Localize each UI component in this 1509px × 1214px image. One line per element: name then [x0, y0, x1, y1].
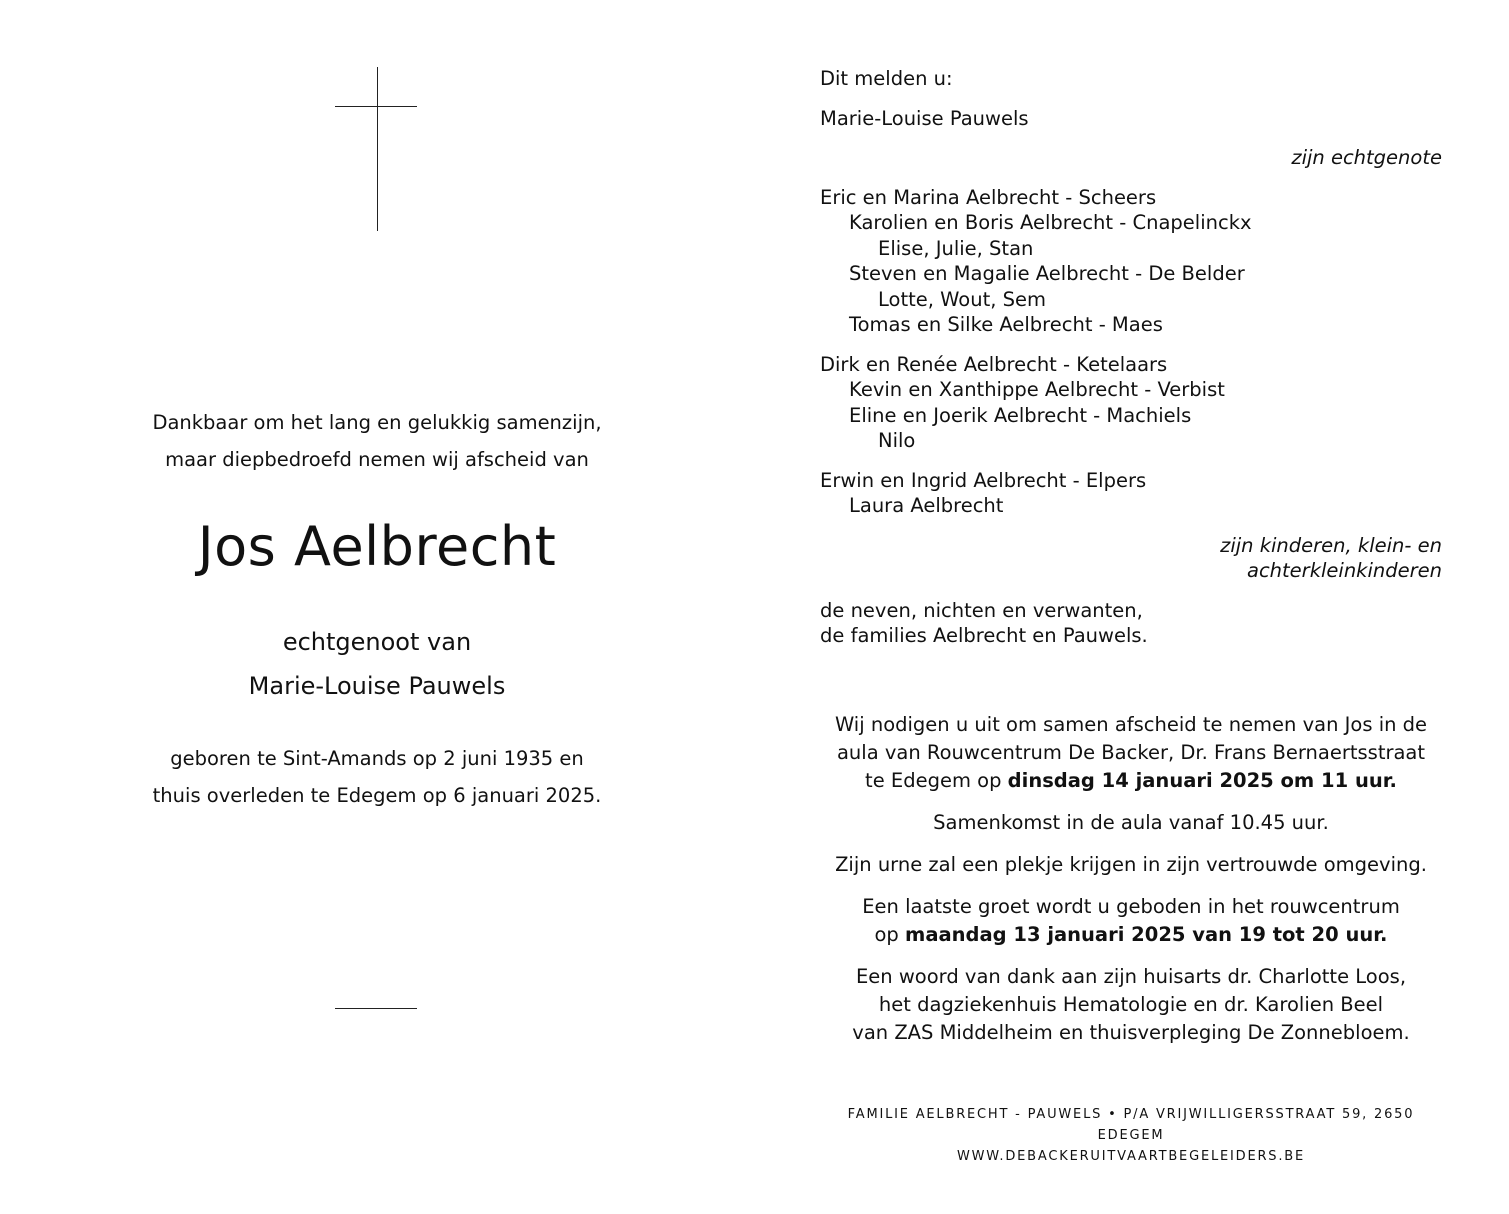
farewell-prefix: op: [874, 923, 906, 946]
intro-text: [77, 404, 677, 478]
announcement-heading: Dit melden u:: [820, 67, 953, 90]
children-role-line: zijn kinderen, klein- en: [1220, 533, 1442, 557]
intro-line: Dankbaar om het lang en gelukkig samenzijn,: [152, 411, 602, 434]
farewell-line: [820, 921, 1442, 949]
footer-website: WWW.DEBACKERUITVAARTBEGELEIDERS.BE: [956, 1149, 1306, 1164]
footer: [820, 1104, 1442, 1167]
urn-note: Zijn urne zal een plekje krijgen in zijn vertrouwde omgeving.: [835, 853, 1427, 876]
deceased-name: Jos Aelbrecht: [197, 515, 557, 578]
birth-line: geboren te Sint-Amands op 2 juni 1935 en: [170, 747, 584, 770]
divider: [335, 1008, 417, 1009]
family-group-3: [820, 468, 1442, 519]
family-announcement: [820, 66, 1442, 649]
family-line: Steven en Magalie Aelbrecht - De Belder: [849, 262, 1245, 285]
relatives-line: de families Aelbrecht en Pauwels.: [820, 624, 1148, 647]
cross-icon-vertical: [377, 67, 378, 231]
family-line: Dirk en Renée Aelbrecht - Ketelaars: [820, 352, 1168, 376]
intro-line: maar diepbedroefd nemen wij afscheid van: [165, 448, 589, 471]
ceremony-datetime: dinsdag 14 januari 2025 om 11 uur.: [1007, 769, 1397, 792]
invite-line: aula van Rouwcentrum De Backer, Dr. Frans Bernaertsstraat: [836, 741, 1426, 764]
spouse-name: Marie-Louise Pauwels: [248, 672, 506, 700]
family-line: Eline en Joerik Aelbrecht - Machiels: [849, 403, 1192, 427]
family-line: Kevin en Xanthippe Aelbrecht - Verbist: [849, 378, 1225, 401]
spouse-label: echtgenoot van: [282, 628, 472, 656]
family-group-2: [820, 352, 1442, 454]
spouse-role: zijn echtgenote: [1291, 146, 1442, 169]
farewell-line: Een laatste groet wordt u geboden in het rouwcentrum: [862, 895, 1400, 918]
thanks: [820, 963, 1442, 1047]
family-line: Karolien en Boris Aelbrecht - Cnapelinckx: [849, 211, 1252, 234]
invite: [820, 711, 1442, 795]
family-line: Laura Aelbrecht: [849, 494, 1004, 517]
invite-line: Wij nodigen u uit om samen afscheid te nemen van Jos in de: [834, 713, 1428, 736]
family-line: Erwin en Ingrid Aelbrecht - Elpers: [820, 468, 1147, 492]
footer-address: FAMILIE AELBRECHT - PAUWELS • P/A VRIJWILLIGERSSTRAAT 59, 2650 EDEGEM: [847, 1107, 1415, 1143]
children-role: [820, 533, 1442, 584]
spouse-entry: Marie-Louise Pauwels: [820, 106, 1029, 130]
family-group-1: [820, 185, 1442, 338]
invite-line: [820, 767, 1442, 795]
ceremony-details: [820, 711, 1442, 1047]
family-line: Elise, Julie, Stan: [878, 236, 1034, 260]
thanks-line: het dagziekenhuis Hematologie en dr. Karolien Beel: [878, 993, 1384, 1016]
relatives: [820, 598, 1442, 649]
family-line: Tomas en Silke Aelbrecht - Maes: [849, 313, 1163, 336]
family-line: Eric en Marina Aelbrecht - Scheers: [820, 185, 1157, 209]
thanks-line: Een woord van dank aan zijn huisarts dr. Charlotte Loos,: [855, 965, 1407, 988]
children-role-line: achterkleinkinderen: [1247, 559, 1442, 582]
family-line: Lotte, Wout, Sem: [878, 287, 1046, 311]
cross-icon-horizontal: [335, 106, 417, 107]
family-line: Nilo: [878, 429, 916, 452]
farewell-datetime: maandag 13 januari 2025 van 19 tot 20 uur.: [905, 923, 1388, 946]
death-line: thuis overleden te Edegem op 6 januari 2025.: [152, 784, 602, 807]
life-dates: [77, 740, 677, 814]
relatives-line: de neven, nichten en verwanten,: [820, 598, 1143, 622]
farewell: [820, 893, 1442, 949]
thanks-line: van ZAS Middelheim en thuisverpleging De Zonnebloem.: [852, 1021, 1410, 1044]
spouse-block: [77, 620, 677, 708]
gathering-time: Samenkomst in de aula vanaf 10.45 uur.: [933, 811, 1329, 834]
invite-prefix: te Edegem op: [865, 769, 1008, 792]
